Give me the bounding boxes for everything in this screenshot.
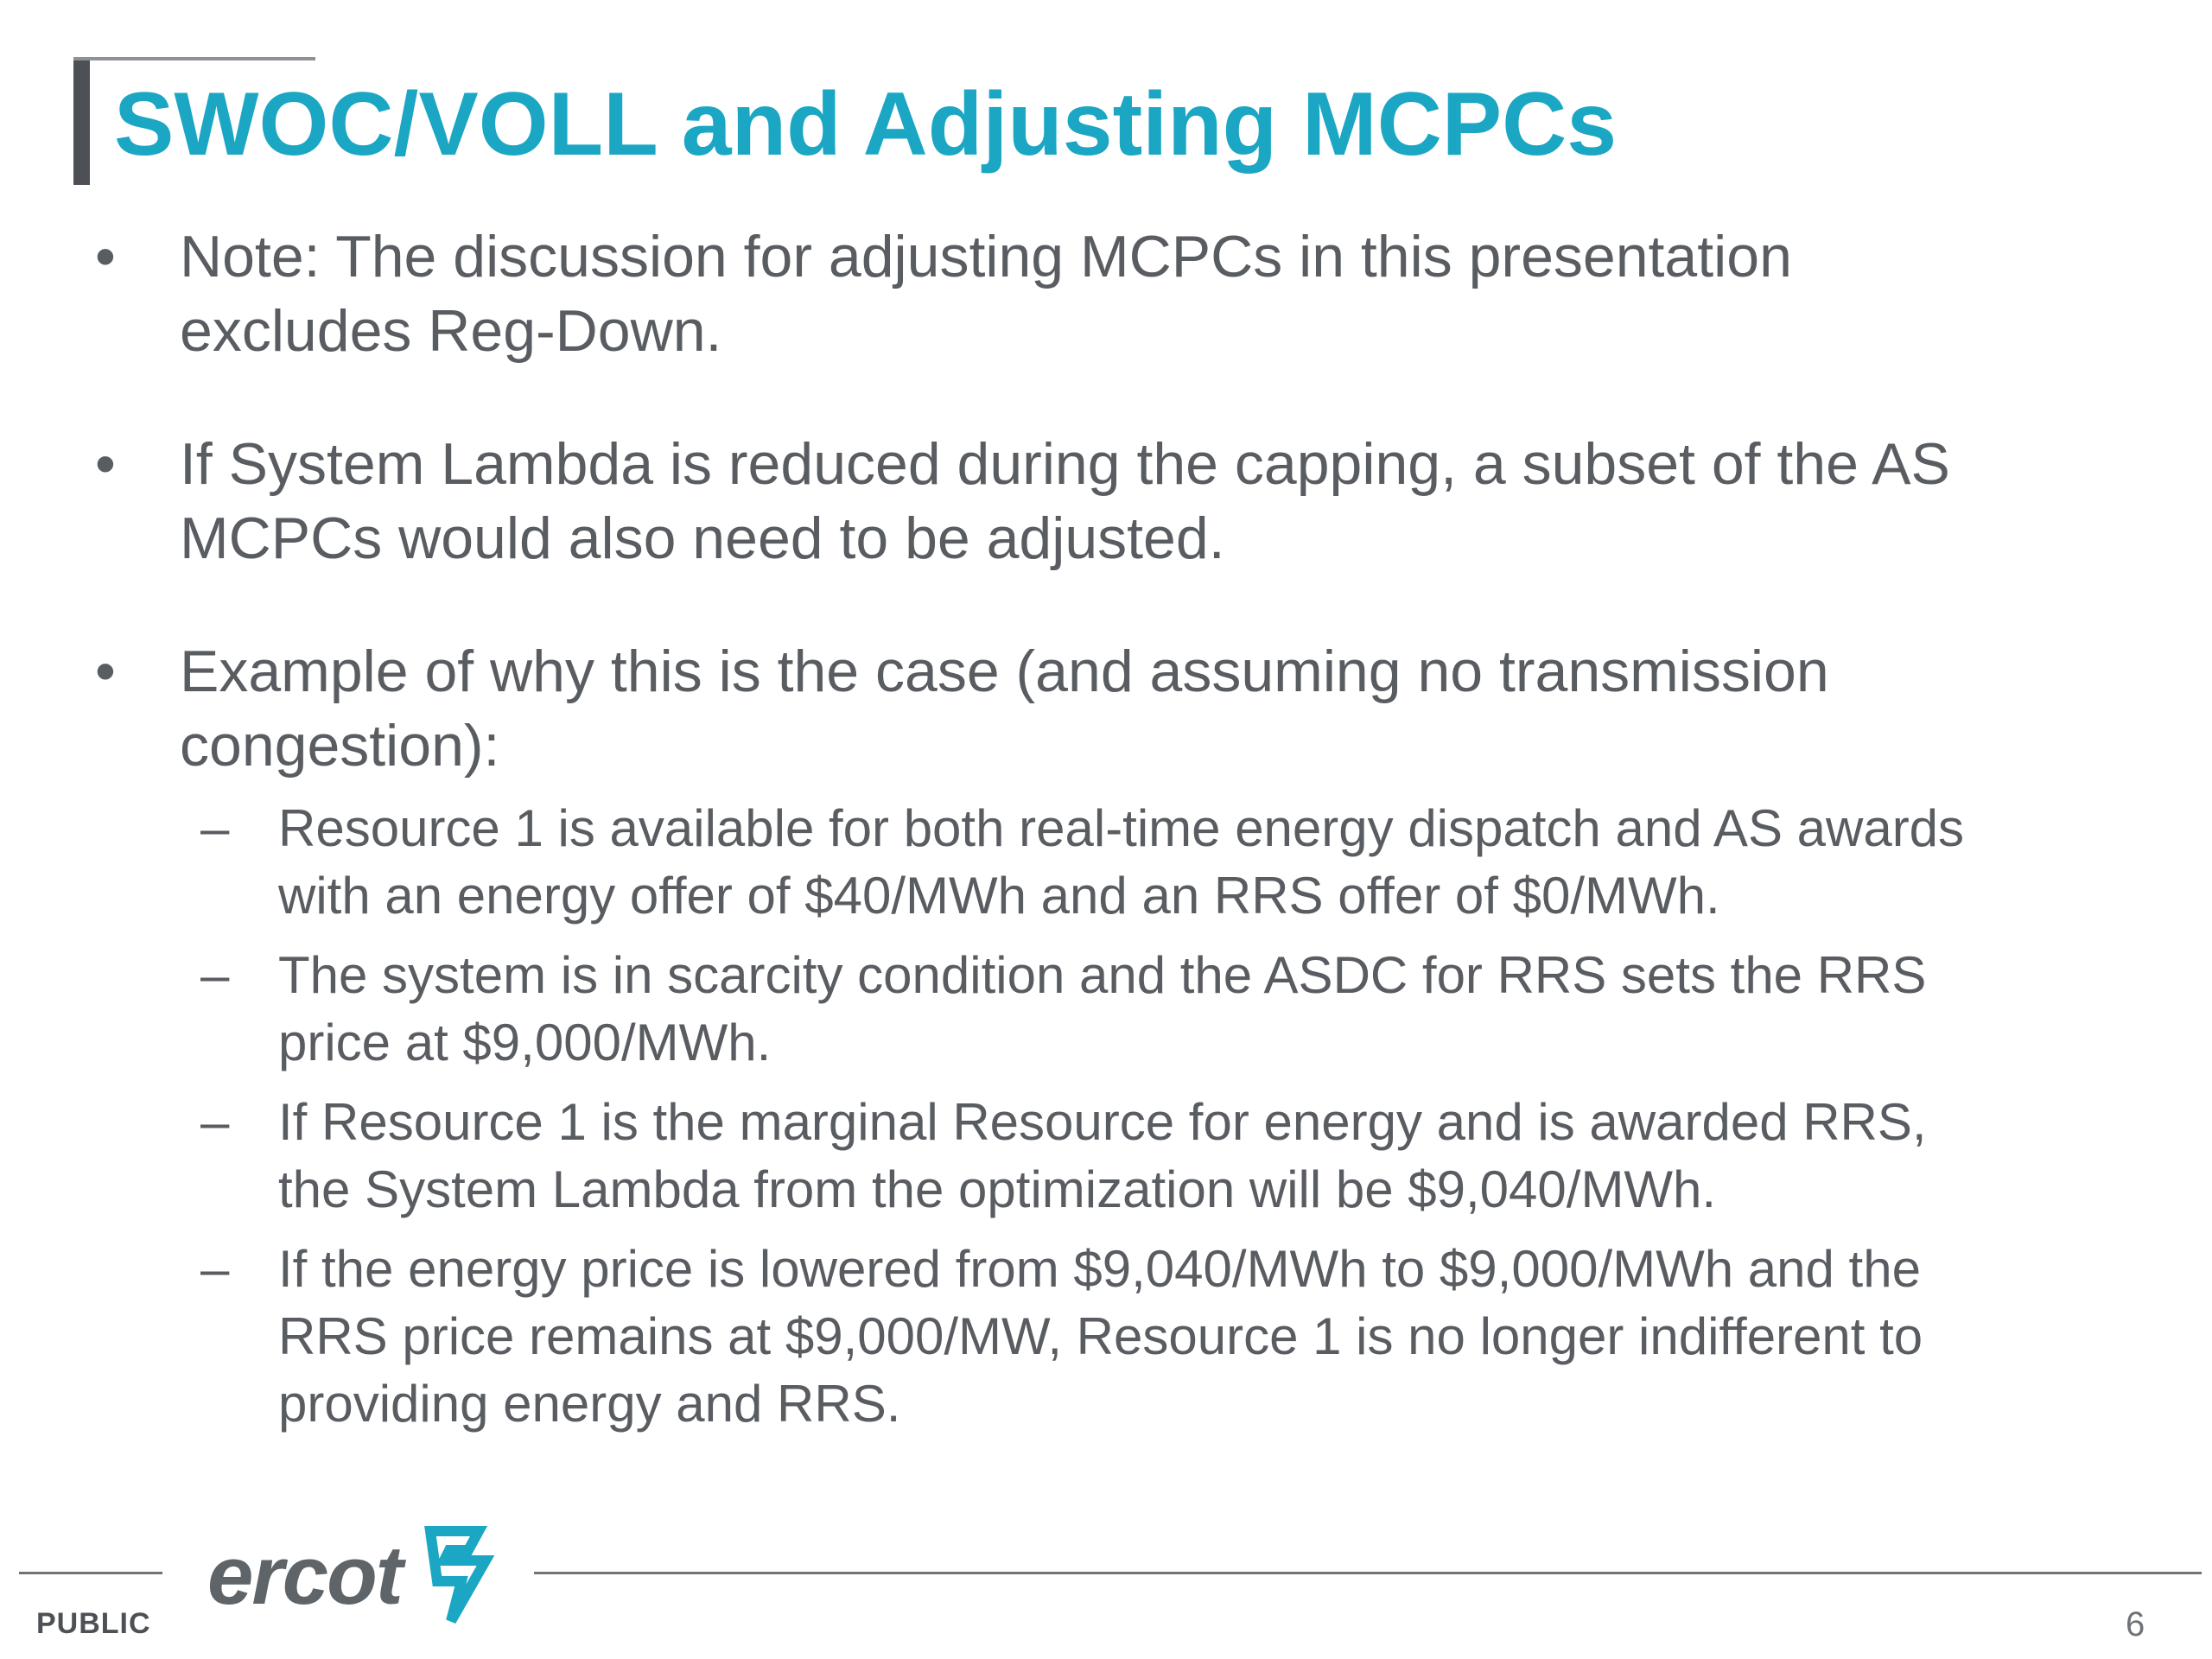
bullet-line: Note: The discussion for adjusting MCPCs in this presentation [180,224,1792,289]
sub-bullet-line: the System Lambda from the optimization will be $9,040/MWh. [278,1160,1717,1218]
footer-divider-left [19,1572,162,1574]
dash-icon: – [200,1240,230,1298]
sub-bullet-line: RRS price remains at $9,000/MW, Resource 1 is no longer indifferent to [278,1307,1923,1365]
footer-divider-right [534,1572,2202,1574]
sub-bullet-line: providing energy and RRS. [278,1375,901,1433]
bullet-text [180,427,2081,575]
bullet-icon: • [95,431,116,497]
sub-bullet-line: If the energy price is lowered from $9,040/MWh to $9,000/MWh and the [278,1240,1921,1298]
bullet-icon: • [95,639,116,704]
sub-bullet-text [278,1236,2127,1438]
logo-wordmark: ercot [207,1529,402,1622]
page-number: 6 [2126,1605,2145,1643]
sub-bullet-text [278,942,2127,1077]
logo-bolt-icon [430,1531,486,1621]
dash-icon: – [200,1093,230,1151]
sub-bullet-line: Resource 1 is available for both real-time energy dispatch and AS awards [278,799,1965,857]
sub-bullet-line: price at $9,000/MWh. [278,1014,772,1071]
bullet-line: congestion): [180,713,500,779]
title-accent-bar [73,57,90,185]
slide-title: SWOC/VOLL and Adjusting MCPCs [114,74,1618,175]
ercot-logo [204,1519,498,1631]
dash-icon: – [200,799,230,857]
bullet-line: excludes Reg-Down. [180,298,722,364]
bullet-text [180,634,2081,783]
bullet-line: MCPCs would also need to be adjusted. [180,505,1225,571]
title-accent-line [73,57,315,60]
sub-bullet-text [278,795,2127,930]
bullet-text [180,219,2081,368]
bullet-icon: • [95,224,116,289]
bullet-line: Example of why this is the case (and assuming no transmission [180,639,1829,704]
bullet-line: If System Lambda is reduced during the capping, a subset of the AS [180,431,1950,497]
sub-bullet-line: If Resource 1 is the marginal Resource for energy and is awarded RRS, [278,1093,1927,1151]
dash-icon: – [200,946,230,1004]
classification-label: PUBLIC [36,1607,151,1640]
sub-bullet-line: The system is in scarcity condition and the ASDC for RRS sets the RRS [278,946,1927,1004]
sub-bullet-text [278,1089,2127,1224]
sub-bullet-line: with an energy offer of $40/MWh and an RRS offer of $0/MWh. [278,867,1720,925]
